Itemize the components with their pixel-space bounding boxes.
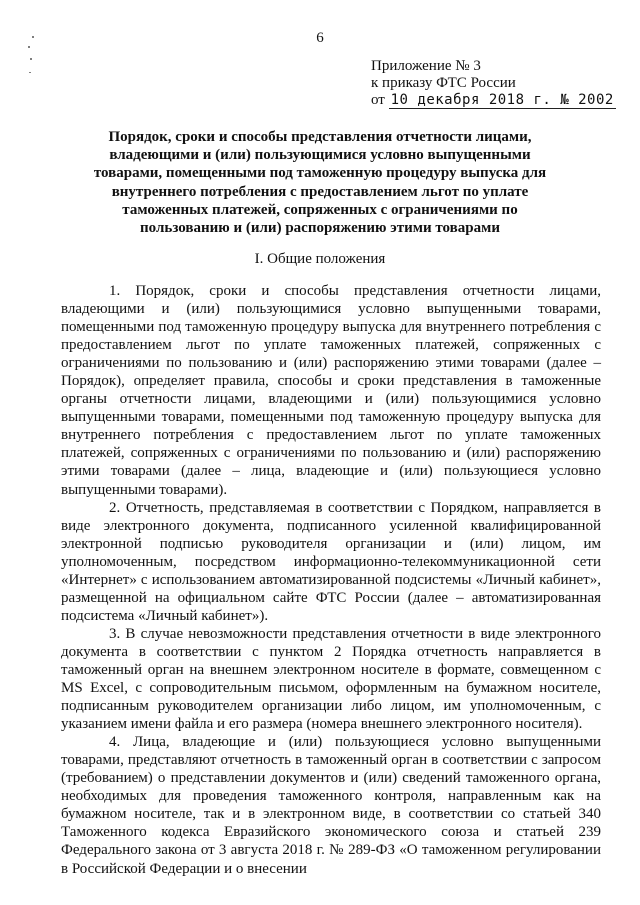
paragraph: 2. Отчетность, представляемая в соответствии с Порядком, направляется в виде электронного документа, подписанного усиленной квалифицированной электронной подписью руководителя организации и (или) лицом, им уполномоченным, посредством информационно-телекоммуникационной сети «Интернет» с использованием автоматизированной подсистемы «Личный кабинет», размещенной на официальном сайте ФТС России (далее – автоматизированная подсистема «Личный кабинет»).: [61, 499, 601, 624]
paragraph: 1. Порядок, сроки и способы представления отчетности лицами, владеющими и (или) пользующимися условно выпущенными товарами, помещенными под таможенную процедуру выпуска для внутреннего потребления с предоставлением льгот по уплате таможенных платежей, сопряженных с ограничениями по пользованию и (или) распоряжению этими товарами (далее – Порядок), определяет правила, способы и сроки представления в таможенные органы отчетности лицами, владеющими и (или) пользующимися условно выпущенными товарами, помещенными под таможенную процедуру выпуска для внутреннего потребления с предоставлением льгот по уплате таможенных платежей, сопряженных с ограничениями по пользованию и (или) распоряжению этими товарами (далее – лица, владеющие и (или) пользующиеся условно выпущенными товарами).: [61, 283, 601, 498]
appendix-number: Приложение № 3: [371, 58, 481, 74]
section-heading: I. Общие положения: [254, 251, 386, 267]
order-date: 10 декабря 2018 г. № 2002: [390, 92, 614, 108]
paragraph: 3. В случае невозможности представления отчетности в виде электронного документа в соответствии с пунктом 2 Порядка отчетность направляется в таможенный орган на внешнем электронном носителе в формате, совмещенном с MS Excel, с сопроводительным письмом, оформленным на бумажном носителе, подписанным руководителем организации либо лицом, им уполномоченным, с указанием имени файла и его размера (номера внешнего электронного носителя).: [61, 625, 601, 733]
appendix-block: [371, 58, 616, 109]
paragraph: 4. Лица, владеющие и (или) пользующиеся условно выпущенными товарами, представляют отчетность в таможенный орган в соответствии с запросом (требованием) о представлении документов и (или) сведений таможенного органа, необходимых для проведения таможенного контроля, направленным как на бумажном носителе, так и в электронном виде, в соответствии со статьей 340 Таможенного кодекса Евразийского экономического союза и статьей 239 Федерального закона от 3 августа 2018 г. № 289-ФЗ «О таможенном регулировании в Российской Федерации и о внесении: [61, 734, 601, 877]
body-text: [61, 282, 601, 878]
document-title: Порядок, сроки и способы представления отчетности лицами, владеющими и (или) пользующимися условно выпущенными товарами, помещенными под таможенную процедуру выпуска для внутреннего потребления с предоставлением льгот по уплате таможенных платежей, сопряженных с ограничениями по пользованию и (или) распоряжению этими товарами: [93, 129, 547, 237]
order-date-line: [371, 92, 616, 109]
order-reference: к приказу ФТС России: [371, 75, 516, 91]
date-prefix: от: [371, 92, 385, 108]
page-number: 6: [316, 30, 324, 46]
